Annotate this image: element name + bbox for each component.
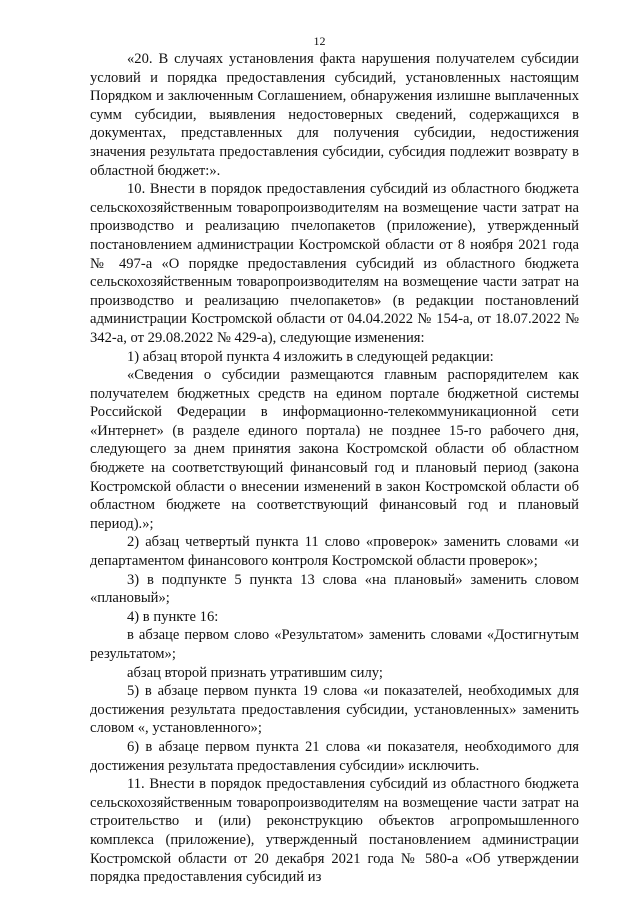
amendment-item-5: 5) в абзаце первом пункта 19 слова «и показателей, необходимых для достижения результата предоставления субсидии, установленных» заменить словом «, установленного»; [90, 683, 579, 737]
amendment-item-4-first: в абзаце первом слово «Результатом» заменить словами «Достигнутым результатом»; [90, 627, 579, 662]
amendment-item-1-text: «Сведения о субсидии размещаются главным распорядителем как получателем бюджетных средств на едином портале бюджетной системы Российской Федерации в информационно-телекоммуникационной сети «Интернет» (в разделе единого портала) не позднее 15-го рабочего дня, следующего за днем принятия закона Костромской области об областном бюджете на соответствующий финансовый год и плановый период (закона Костромской области о внесении изменений в закон Костромской области об областном бюджете на соответствующий финансовый год и плановый период).»; [90, 367, 579, 532]
paragraph-11-amendment: 11. Внести в порядок предоставления субсидий из областного бюджета сельскохозяйственным товаропроизводителям на возмещение части затрат на строительство и (или) реконструкцию объектов агропромышленного комплекса (приложение), утвержденный постановлением администрации Костромской области от 20 декабря 2021 года № 580-а «Об утверждении порядка предоставления субсидий из [90, 776, 579, 886]
amendment-item-4: 4) в пункте 16: [127, 608, 219, 625]
amendment-item-3: 3) в подпункте 5 пункта 13 слова «на плановый» заменить словом «плановый»; [90, 571, 579, 607]
paragraph-10-amendment: 10. Внести в порядок предоставления субсидий из областного бюджета сельскохозяйственным товаропроизводителям на возмещение части затрат на производство и реализацию пчелопакетов (приложение), утвержденный постановлением администрации Костромской области от 8 ноября 2021 года № 497-а «О порядке предоставления субсидий из областного бюджета сельскохозяйственным товаропроизводителям на возмещение части затрат на производство и реализацию пчелопакетов» (в редакции постановлений администрации Костромской области от 04.04.2022 № 154-а, от 18.07.2022 № 342-а, от 29.08.2022 № 429-а), следующие изменения: [90, 181, 579, 346]
amendment-item-6: 6) в абзаце первом пункта 21 слова «и показателя, необходимого для достижения результата предоставления субсидии» исключить. [90, 738, 579, 774]
amendment-item-4-second: абзац второй признать утратившим силу; [127, 664, 383, 681]
amendment-item-2: 2) абзац четвертый пункта 11 слово «проверок» заменить словами «и департаментом финансового контроля Костромской области проверок»; [90, 534, 579, 570]
document-body [90, 50, 579, 887]
page-number: 12 [313, 34, 326, 48]
paragraph-20-refund: «20. В случаях установления факта нарушения получателем субсидии условий и порядка предоставления субсидий, установленных настоящим Порядком и заключенным Соглашением, обнаружения излишне выплаченных сумм субсидии, выявления недостоверных сведений, содержащихся в документах, представленных для получения субсидии, недостижения значения результата предоставления субсидии, субсидия подлежит возврату в областной бюджет:». [90, 51, 579, 179]
amendment-item-1: 1) абзац второй пункта 4 изложить в следующей редакции: [127, 348, 494, 365]
